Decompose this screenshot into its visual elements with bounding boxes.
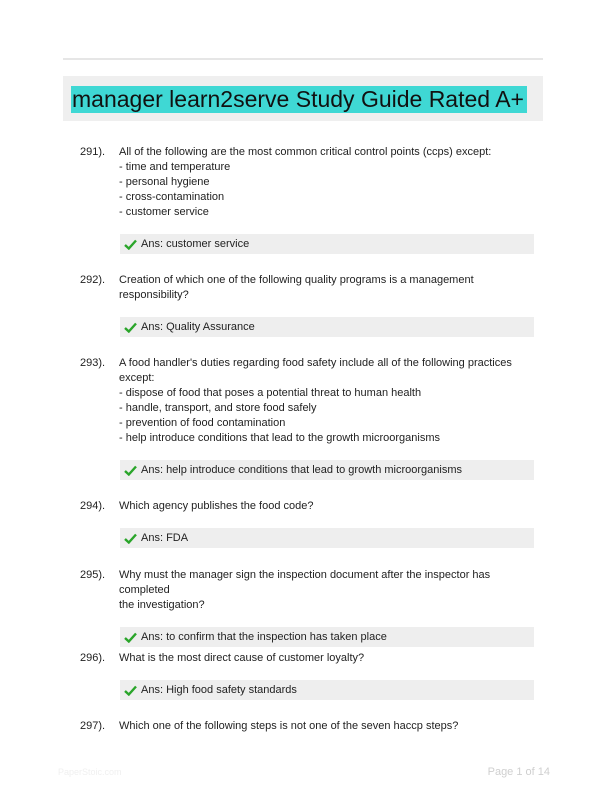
answer-box — [120, 317, 534, 337]
question-text — [119, 499, 540, 514]
option-line: - help introduce conditions that lead to the growth microorganisms — [119, 432, 441, 444]
question-line: Creation of which one of the following quality programs is a management — [119, 274, 474, 286]
question-line: responsibility? — [119, 289, 189, 301]
answer-text: Ans: Quality Assurance — [141, 321, 255, 333]
check-icon — [124, 322, 137, 333]
check-icon — [124, 239, 137, 250]
question-line: What is the most direct cause of customer loyalty? — [119, 652, 365, 664]
question-line: Why must the manager sign the inspection document after the inspector has completed — [119, 569, 491, 596]
question-293 — [80, 356, 540, 480]
footer-watermark: PaperStoic.com — [58, 767, 122, 777]
answer-box — [120, 680, 534, 700]
answer-text: Ans: FDA — [141, 532, 189, 544]
page-title: manager learn2serve Study Guide Rated A+ — [71, 86, 527, 113]
check-icon — [124, 632, 137, 643]
check-icon — [124, 533, 137, 544]
option-line: - handle, transport, and store food safely — [119, 402, 317, 414]
title-banner — [63, 76, 543, 121]
question-number: 296). — [80, 652, 106, 664]
question-number: 292). — [80, 274, 106, 286]
question-text — [119, 273, 540, 303]
question-number: 297). — [80, 720, 106, 732]
question-number: 295). — [80, 569, 106, 581]
option-line: - time and temperature — [119, 161, 231, 173]
question-text — [119, 651, 540, 666]
option-line: - prevention of food contamination — [119, 417, 286, 429]
question-text — [119, 719, 540, 734]
answer-box — [120, 234, 534, 254]
option-line: - dispose of food that poses a potential threat to human health — [119, 387, 422, 399]
question-297 — [80, 719, 540, 734]
check-icon — [124, 465, 137, 476]
top-divider — [63, 58, 543, 60]
question-text — [119, 356, 540, 446]
question-291 — [80, 145, 540, 254]
question-number: 294). — [80, 500, 106, 512]
question-line: except: — [119, 372, 155, 384]
question-292 — [80, 273, 540, 337]
answer-text: Ans: help introduce conditions that lead to growth microorganisms — [141, 464, 463, 476]
option-line: - cross-contamination — [119, 191, 225, 203]
question-296 — [80, 651, 540, 700]
answer-text: Ans: customer service — [141, 238, 250, 250]
question-line: Which one of the following steps is not one of the seven haccp steps? — [119, 720, 459, 732]
question-line: A food handler's duties regarding food safety include all of the following practices — [119, 357, 512, 369]
question-text — [119, 568, 540, 613]
check-icon — [124, 685, 137, 696]
question-295 — [80, 568, 540, 647]
answer-box — [120, 627, 534, 647]
question-294 — [80, 499, 540, 548]
option-line: - customer service — [119, 206, 209, 218]
question-number: 293). — [80, 357, 106, 369]
question-line: Which agency publishes the food code? — [119, 500, 314, 512]
answer-text: Ans: to confirm that the inspection has taken place — [141, 631, 387, 643]
question-line: All of the following are the most common critical control points (ccps) except: — [119, 146, 492, 158]
option-line: - personal hygiene — [119, 176, 210, 188]
answer-box — [120, 460, 534, 480]
question-number: 291). — [80, 146, 106, 158]
question-text — [119, 145, 540, 220]
answer-box — [120, 528, 534, 548]
page-number: Page 1 of 14 — [487, 766, 550, 778]
question-line: the investigation? — [119, 599, 205, 611]
answer-text: Ans: High food safety standards — [141, 684, 297, 696]
